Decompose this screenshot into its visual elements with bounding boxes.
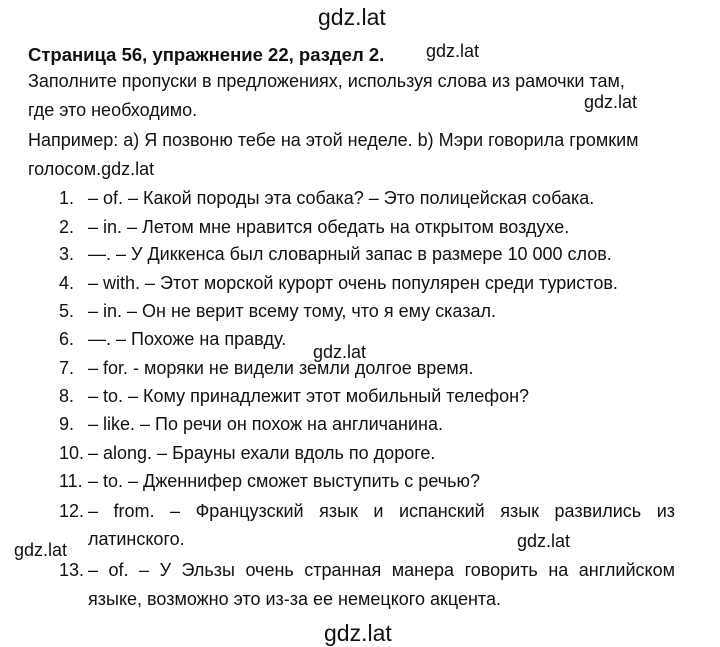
list-item-2	[59, 217, 569, 238]
list-item-10	[59, 443, 435, 464]
item-number: 10.	[59, 443, 85, 463]
item-number: 1.	[59, 188, 75, 208]
item-text: – from. – Французский язык и испанский язык развились из	[88, 501, 675, 521]
watermark-left: gdz.lat	[14, 540, 68, 560]
watermark-mid: gdz.lat	[313, 342, 367, 362]
item-text: – with. – Этот морской курорт очень популярен среди туристов.	[88, 273, 618, 293]
page-title: Страница 56, упражнение 22, раздел 2.	[28, 44, 385, 65]
item-number: 7.	[59, 358, 75, 378]
watermark-para-right: gdz.lat	[584, 92, 638, 112]
list-item-6	[59, 329, 286, 350]
item-text: —. – Похоже на правду.	[88, 329, 287, 349]
item-text: – in. – Он не верит всему тому, что я ему сказал.	[88, 301, 497, 321]
item-number: 12.	[59, 501, 85, 521]
item-number: 5.	[59, 301, 75, 321]
item-text: – in. – Летом мне нравится обедать на открытом воздухе.	[88, 217, 570, 237]
list-item-1	[59, 188, 594, 209]
item-number: 3.	[59, 244, 75, 264]
item-text: – like. – По речи он похож на англичанина.	[88, 414, 443, 434]
list-item-13	[59, 560, 675, 581]
instruction-line-2: где это необходимо.	[28, 100, 198, 120]
item-number: 6.	[59, 329, 75, 349]
watermark-bottom: gdz.lat	[324, 620, 392, 646]
item-text: – for. - моряки не видели земли долгое время.	[88, 358, 474, 378]
example-line-1: Например: а) Я позвоню тебе на этой неделе. b) Мэри говорила громким	[28, 130, 639, 150]
item-text: – of. – Какой породы эта собака? – Это полицейская собака.	[88, 188, 595, 208]
item-13-continuation: языке, возможно это из-за ее немецкого акцента.	[88, 589, 501, 609]
item-text: – of. – У Эльзы очень странная манера говорить на английском	[88, 560, 675, 580]
watermark-top: gdz.lat	[318, 4, 386, 30]
item-number: 9.	[59, 414, 75, 434]
list-item-5	[59, 301, 496, 322]
item-number: 2.	[59, 217, 75, 237]
list-item-3	[59, 244, 612, 265]
list-item-4	[59, 273, 618, 294]
item-number: 8.	[59, 386, 75, 406]
item-number: 13.	[59, 560, 85, 580]
instruction-line-1: Заполните пропуски в предложениях, используя слова из рамочки там,	[28, 71, 625, 91]
watermark-heading-right: gdz.lat	[426, 41, 480, 61]
item-text: – along. – Брауны ехали вдоль по дороге.	[88, 443, 436, 463]
list-item-9	[59, 414, 443, 435]
list-item-7	[59, 358, 473, 379]
example-text: голосом.	[28, 159, 102, 179]
watermark-right: gdz.lat	[517, 531, 571, 551]
list-item-8	[59, 386, 529, 407]
list-item-12	[59, 501, 675, 522]
list-item-11	[59, 471, 480, 492]
item-12-continuation: латинского.	[88, 529, 185, 549]
example-line-2	[28, 159, 154, 180]
item-number: 4.	[59, 273, 75, 293]
watermark-inline: gdz.lat	[101, 159, 155, 179]
item-text: – to. – Дженнифер сможет выступить с речью?	[88, 471, 480, 491]
item-number: 11.	[59, 471, 83, 491]
item-text: —. – У Диккенса был словарный запас в размере 10 000 слов.	[88, 244, 612, 264]
item-text: – to. – Кому принадлежит этот мобильный телефон?	[88, 386, 530, 406]
